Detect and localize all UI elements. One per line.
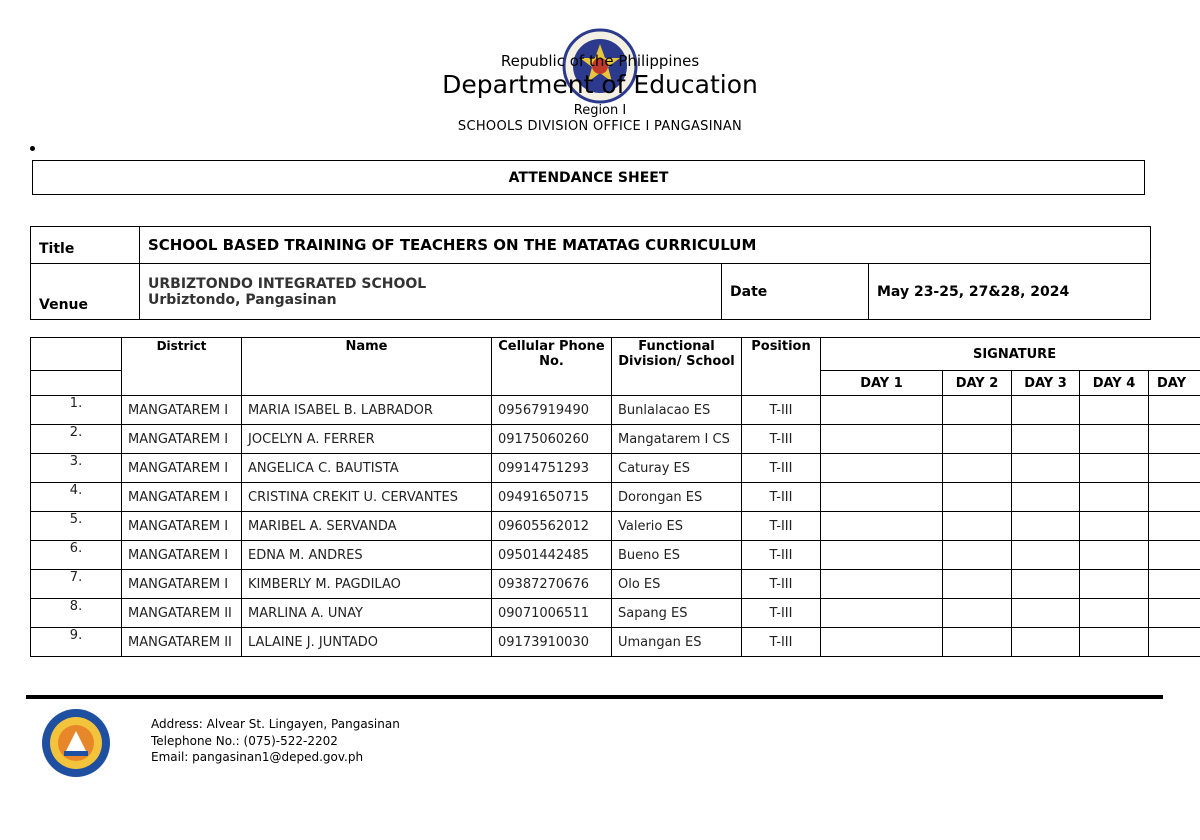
signature-day-5-cell[interactable] xyxy=(1149,628,1200,657)
signature-day-2-cell[interactable] xyxy=(943,396,1012,425)
school-cell: Umangan ES xyxy=(612,628,742,657)
signature-day-5-cell[interactable] xyxy=(1149,541,1200,570)
signature-day-4-cell[interactable] xyxy=(1080,570,1149,599)
signature-day-5-cell[interactable] xyxy=(1149,396,1200,425)
name-cell: MARIBEL A. SERVANDA xyxy=(242,512,492,541)
name-cell: CRISTINA CREKIT U. CERVANTES xyxy=(242,483,492,512)
signature-day-4-cell[interactable] xyxy=(1080,512,1149,541)
signature-day-5-cell[interactable] xyxy=(1149,454,1200,483)
day-2-header: DAY 2 xyxy=(943,371,1012,396)
footer-address: Address: Alvear St. Lingayen, Pangasinan xyxy=(151,717,400,731)
signature-day-4-cell[interactable] xyxy=(1080,541,1149,570)
day-5-header: DAY xyxy=(1149,371,1200,396)
signature-day-3-cell[interactable] xyxy=(1012,454,1080,483)
training-info-table xyxy=(30,226,1151,320)
row-number: 4. xyxy=(31,483,122,512)
table-row xyxy=(31,483,1200,512)
table-row xyxy=(31,599,1200,628)
row-number: 8. xyxy=(31,599,122,628)
name-cell: KIMBERLY M. PAGDILAO xyxy=(242,570,492,599)
signature-day-1-cell[interactable] xyxy=(821,483,943,512)
signature-day-3-cell[interactable] xyxy=(1012,541,1080,570)
table-row xyxy=(31,570,1200,599)
signature-day-5-cell[interactable] xyxy=(1149,599,1200,628)
signature-day-3-cell[interactable] xyxy=(1012,483,1080,512)
district-cell: MANGATAREM I xyxy=(122,425,242,454)
position-cell: T-III xyxy=(742,541,821,570)
number-header-blank xyxy=(31,371,122,396)
row-number: 7. xyxy=(31,570,122,599)
venue-label: Venue xyxy=(31,264,140,320)
signature-day-3-cell[interactable] xyxy=(1012,425,1080,454)
table-row xyxy=(31,454,1200,483)
position-cell: T-III xyxy=(742,483,821,512)
phone-cell: 09173910030 xyxy=(492,628,612,657)
signature-day-2-cell[interactable] xyxy=(943,454,1012,483)
phone-cell: 09914751293 xyxy=(492,454,612,483)
signature-day-3-cell[interactable] xyxy=(1012,628,1080,657)
school-cell: Olo ES xyxy=(612,570,742,599)
district-cell: MANGATAREM II xyxy=(122,599,242,628)
row-number: 1. xyxy=(31,396,122,425)
table-row xyxy=(31,425,1200,454)
signature-day-1-cell[interactable] xyxy=(821,425,943,454)
signature-day-3-cell[interactable] xyxy=(1012,570,1080,599)
position-cell: T-III xyxy=(742,512,821,541)
row-number: 5. xyxy=(31,512,122,541)
signature-day-5-cell[interactable] xyxy=(1149,483,1200,512)
day-1-header: DAY 1 xyxy=(821,371,943,396)
signature-day-1-cell[interactable] xyxy=(821,599,943,628)
signature-day-5-cell[interactable] xyxy=(1149,425,1200,454)
phone-header: Cellular Phone No. xyxy=(492,338,612,396)
position-cell: T-III xyxy=(742,454,821,483)
signature-day-2-cell[interactable] xyxy=(943,483,1012,512)
signature-day-1-cell[interactable] xyxy=(821,570,943,599)
footer-email: Email: pangasinan1@deped.gov.ph xyxy=(151,750,364,764)
date-value: May 23-25, 27&28, 2024 xyxy=(869,264,1151,320)
school-cell: Sapang ES xyxy=(612,599,742,628)
sdo-pangasinan-logo-icon xyxy=(40,707,112,779)
signature-day-1-cell[interactable] xyxy=(821,454,943,483)
day-4-header: DAY 4 xyxy=(1080,371,1149,396)
position-cell: T-III xyxy=(742,425,821,454)
department-heading: Department of Education xyxy=(442,70,758,99)
district-cell: MANGATAREM II xyxy=(122,628,242,657)
position-cell: T-III xyxy=(742,570,821,599)
name-cell: ANGELICA C. BAUTISTA xyxy=(242,454,492,483)
district-header: District xyxy=(122,338,242,396)
signature-day-4-cell[interactable] xyxy=(1080,483,1149,512)
signature-day-2-cell[interactable] xyxy=(943,570,1012,599)
attendance-sheet-title xyxy=(32,160,1145,195)
signature-day-5-cell[interactable] xyxy=(1149,570,1200,599)
district-cell: MANGATAREM I xyxy=(122,483,242,512)
name-cell: LALAINE J. JUNTADO xyxy=(242,628,492,657)
phone-cell: 09491650715 xyxy=(492,483,612,512)
footer-telephone: Telephone No.: (075)-522-2202 xyxy=(151,734,338,748)
phone-cell: 09175060260 xyxy=(492,425,612,454)
footer-divider xyxy=(26,695,1163,699)
table-row xyxy=(31,628,1200,657)
school-cell: Bunlalacao ES xyxy=(612,396,742,425)
table-row xyxy=(31,512,1200,541)
row-number: 2. xyxy=(31,425,122,454)
signature-day-1-cell[interactable] xyxy=(821,512,943,541)
position-cell: T-III xyxy=(742,628,821,657)
signature-day-3-cell[interactable] xyxy=(1012,396,1080,425)
signature-day-4-cell[interactable] xyxy=(1080,599,1149,628)
signature-day-2-cell[interactable] xyxy=(943,425,1012,454)
signature-day-3-cell[interactable] xyxy=(1012,599,1080,628)
phone-cell: 09567919490 xyxy=(492,396,612,425)
signature-header: SIGNATURE xyxy=(821,338,1200,371)
name-header: Name xyxy=(242,338,492,396)
position-cell: T-III xyxy=(742,599,821,628)
number-header xyxy=(31,338,122,371)
signature-day-4-cell[interactable] xyxy=(1080,425,1149,454)
row-number: 9. xyxy=(31,628,122,657)
signature-day-2-cell[interactable] xyxy=(943,512,1012,541)
venue-location: Urbiztondo, Pangasinan xyxy=(148,291,337,308)
signature-day-4-cell[interactable] xyxy=(1080,396,1149,425)
date-label: Date xyxy=(722,264,869,320)
name-cell: MARIA ISABEL B. LABRADOR xyxy=(242,396,492,425)
district-cell: MANGATAREM I xyxy=(122,512,242,541)
district-cell: MANGATAREM I xyxy=(122,541,242,570)
division-heading: SCHOOLS DIVISION OFFICE I PANGASINAN xyxy=(457,119,743,134)
name-cell: JOCELYN A. FERRER xyxy=(242,425,492,454)
signature-day-4-cell[interactable] xyxy=(1080,628,1149,657)
district-cell: MANGATAREM I xyxy=(122,396,242,425)
functional-header: Functional Division/ School xyxy=(612,338,742,396)
signature-day-2-cell[interactable] xyxy=(943,599,1012,628)
attendance-table xyxy=(30,337,1200,657)
venue-name: URBIZTONDO INTEGRATED SCHOOL xyxy=(148,275,427,292)
table-row xyxy=(31,396,1200,425)
signature-day-5-cell[interactable] xyxy=(1149,512,1200,541)
title-label: Title xyxy=(31,227,140,264)
school-cell: Mangatarem I CS xyxy=(612,425,742,454)
school-cell: Bueno ES xyxy=(612,541,742,570)
row-number: 6. xyxy=(31,541,122,570)
signature-day-2-cell[interactable] xyxy=(943,628,1012,657)
republic-heading: Republic of the Philippines xyxy=(500,52,700,70)
bullet-icon xyxy=(30,146,35,151)
district-cell: MANGATAREM I xyxy=(122,570,242,599)
phone-cell: 09387270676 xyxy=(492,570,612,599)
signature-day-1-cell[interactable] xyxy=(821,628,943,657)
name-cell: MARLINA A. UNAY xyxy=(242,599,492,628)
phone-cell: 09605562012 xyxy=(492,512,612,541)
region-heading: Region I xyxy=(573,103,627,118)
venue-cell xyxy=(140,264,722,320)
signature-day-4-cell[interactable] xyxy=(1080,454,1149,483)
row-number: 3. xyxy=(31,454,122,483)
school-cell: Valerio ES xyxy=(612,512,742,541)
signature-day-3-cell[interactable] xyxy=(1012,512,1080,541)
day-3-header: DAY 3 xyxy=(1012,371,1080,396)
district-cell: MANGATAREM I xyxy=(122,454,242,483)
table-row xyxy=(31,541,1200,570)
name-cell: EDNA M. ANDRES xyxy=(242,541,492,570)
school-cell: Caturay ES xyxy=(612,454,742,483)
training-title: SCHOOL BASED TRAINING OF TEACHERS ON THE MATATAG CURRICULUM xyxy=(140,227,1151,264)
school-cell: Dorongan ES xyxy=(612,483,742,512)
position-header: Position xyxy=(742,338,821,396)
attendance-sheet-label: ATTENDANCE SHEET xyxy=(508,169,669,186)
signature-day-1-cell[interactable] xyxy=(821,396,943,425)
phone-cell: 09071006511 xyxy=(492,599,612,628)
phone-cell: 09501442485 xyxy=(492,541,612,570)
position-cell: T-III xyxy=(742,396,821,425)
signature-day-1-cell[interactable] xyxy=(821,541,943,570)
signature-day-2-cell[interactable] xyxy=(943,541,1012,570)
attendance-rows xyxy=(31,396,1200,657)
